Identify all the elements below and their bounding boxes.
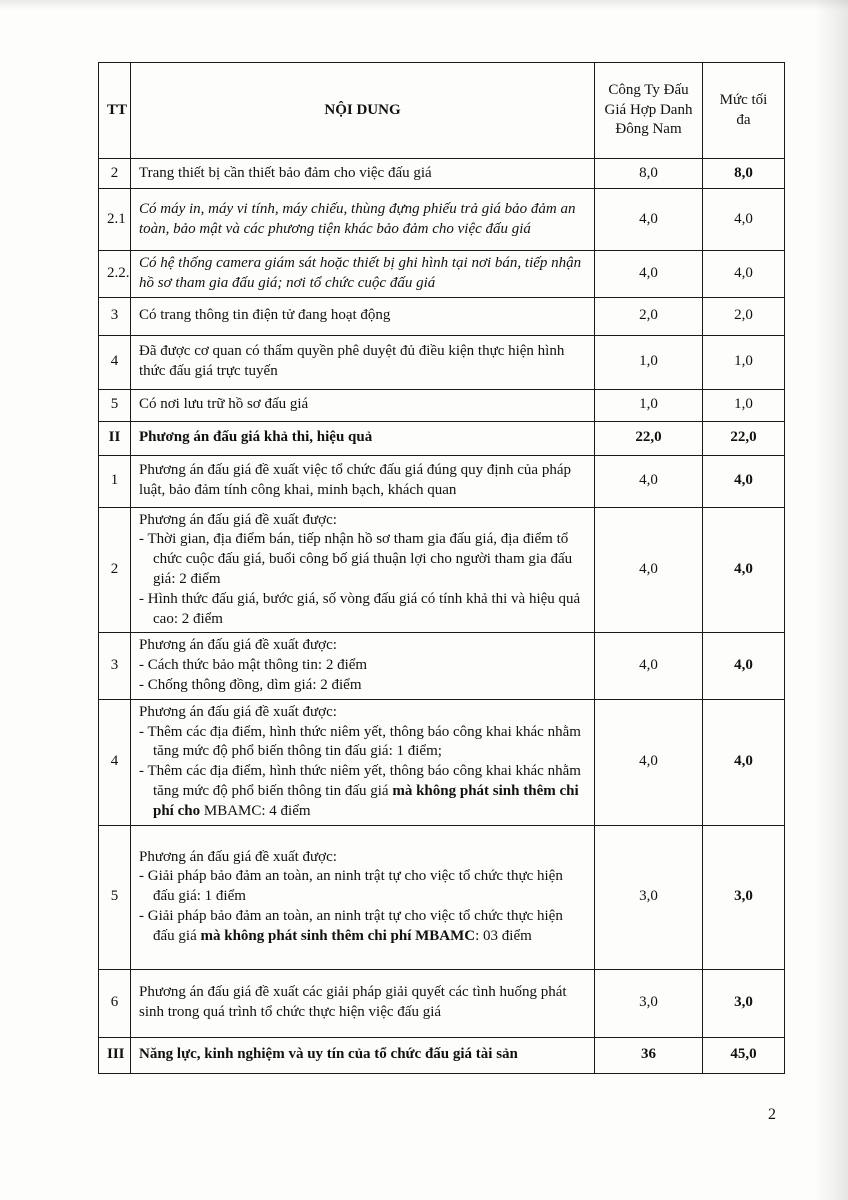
row-tt: 2.1 xyxy=(99,189,131,251)
row-tt: II xyxy=(99,421,131,455)
row-content: Đã được cơ quan có thẩm quyền phê duyệt đủ điều kiện thực hiện hình thức đấu giá trực tuyến xyxy=(131,335,595,389)
page-number: 2 xyxy=(768,1106,776,1123)
row-tt: 6 xyxy=(99,969,131,1037)
row-item: - Thêm các địa điểm, hình thức niêm yết, thông báo công khai khác nhằm tăng mức độ phổ biến thông tin đấu giá: 1 điểm; xyxy=(139,723,581,760)
row-tt: 2.2. xyxy=(99,251,131,298)
table-row xyxy=(99,507,785,633)
table-row xyxy=(99,969,785,1037)
row-item xyxy=(139,907,586,947)
table-row xyxy=(99,159,785,189)
table-header-row xyxy=(99,63,785,159)
row-content: Phương án đấu giá đề xuất các giải pháp giải quyết các tình huống phát sinh trong quá trình tổ chức thực hiện việc đấu giá xyxy=(131,969,595,1037)
row-item xyxy=(139,762,586,821)
row-content xyxy=(131,825,595,969)
table-row xyxy=(99,335,785,389)
row-intro: Phương án đấu giá đề xuất được: xyxy=(139,511,337,528)
table-row xyxy=(99,699,785,825)
row-max: 4,0 xyxy=(703,251,785,298)
row-content: Phương án đấu giá khả thi, hiệu quả xyxy=(131,421,595,455)
row-max: 4,0 xyxy=(703,455,785,507)
row-content: Có trang thông tin điện tử đang hoạt động xyxy=(131,297,595,335)
row-item: - Hình thức đấu giá, bước giá, số vòng đấu giá có tính khả thi và hiệu quả cao: 2 điểm xyxy=(139,590,581,627)
row-score: 3,0 xyxy=(595,825,703,969)
table-row xyxy=(99,251,785,298)
row-score: 4,0 xyxy=(595,189,703,251)
row-content xyxy=(131,633,595,699)
row-item-tail: : 03 điểm xyxy=(475,927,532,944)
scan-shadow-edge xyxy=(814,0,848,1200)
row-intro: Phương án đấu giá đề xuất được: xyxy=(139,703,337,720)
header-tt: TT xyxy=(99,63,131,159)
row-max: 1,0 xyxy=(703,335,785,389)
row-tt: 2 xyxy=(99,507,131,633)
row-tt: 5 xyxy=(99,389,131,421)
row-item: - Cách thức bảo mật thông tin: 2 điểm xyxy=(139,657,368,674)
row-max: 2,0 xyxy=(703,297,785,335)
row-tt: 3 xyxy=(99,633,131,699)
table-row-section xyxy=(99,421,785,455)
row-item-text: - Giải pháp bảo đảm an toàn, an ninh trật tự cho việc tổ chức thực hiện đấu giá xyxy=(139,907,563,944)
table-row xyxy=(99,389,785,421)
row-tt: 1 xyxy=(99,455,131,507)
row-max: 22,0 xyxy=(703,421,785,455)
row-item-emphasis: mà không phát sinh thêm chi phí cho xyxy=(153,782,579,819)
row-max: 4,0 xyxy=(703,633,785,699)
row-content: Năng lực, kinh nghiệm và uy tín của tổ chức đấu giá tài sản xyxy=(131,1037,595,1073)
row-content: Có máy in, máy vi tính, máy chiếu, thùng đựng phiếu trả giá bảo đảm an toàn, bảo mật và các phương tiện khác bảo đảm cho việc đấu giá xyxy=(131,189,595,251)
row-intro: Phương án đấu giá đề xuất được: xyxy=(139,637,337,654)
row-score: 4,0 xyxy=(595,455,703,507)
row-max: 1,0 xyxy=(703,389,785,421)
row-max: 4,0 xyxy=(703,507,785,633)
row-score: 1,0 xyxy=(595,335,703,389)
table-row xyxy=(99,189,785,251)
scoring-table xyxy=(98,62,785,1074)
row-max: 8,0 xyxy=(703,159,785,189)
table-row xyxy=(99,297,785,335)
table-row-section xyxy=(99,1037,785,1073)
row-tt: 4 xyxy=(99,335,131,389)
row-score: 3,0 xyxy=(595,969,703,1037)
row-score: 4,0 xyxy=(595,251,703,298)
row-score: 8,0 xyxy=(595,159,703,189)
row-score: 4,0 xyxy=(595,699,703,825)
table-row xyxy=(99,825,785,969)
row-tt: 5 xyxy=(99,825,131,969)
row-tt: 4 xyxy=(99,699,131,825)
row-item-tail: MBAMC: 4 điểm xyxy=(200,802,311,819)
row-content: Trang thiết bị cần thiết bảo đảm cho việc đấu giá xyxy=(131,159,595,189)
row-item-text: - Thêm các địa điểm, hình thức niêm yết, thông báo công khai khác nhằm tăng mức độ phổ biến thông tin đấu giá xyxy=(139,763,581,799)
header-company: Công Ty Đấu Giá Hợp Danh Đông Nam xyxy=(595,63,703,159)
header-content: NỘI DUNG xyxy=(131,63,595,159)
row-score: 4,0 xyxy=(595,507,703,633)
table-row xyxy=(99,633,785,699)
row-score: 36 xyxy=(595,1037,703,1073)
row-content: Phương án đấu giá đề xuất việc tổ chức đấu giá đúng quy định của pháp luật, bảo đảm tính công khai, minh bạch, khách quan xyxy=(131,455,595,507)
row-tt: 2 xyxy=(99,159,131,189)
row-item-emphasis: mà không phát sinh thêm chi phí MBAMC xyxy=(200,927,476,944)
row-item: - Thời gian, địa điểm bán, tiếp nhận hồ sơ tham gia đấu giá, địa điểm tổ chức cuộc đấu giá, buổi công bố giá thuận lợi cho người tham gia đấu giá: 2 điểm xyxy=(139,531,573,587)
row-content xyxy=(131,699,595,825)
table-row xyxy=(99,455,785,507)
row-max: 4,0 xyxy=(703,699,785,825)
row-max: 3,0 xyxy=(703,825,785,969)
row-tt: 3 xyxy=(99,297,131,335)
row-content xyxy=(131,507,595,633)
row-score: 2,0 xyxy=(595,297,703,335)
header-max: Mức tối đa xyxy=(703,63,785,159)
row-intro: Phương án đấu giá đề xuất được: xyxy=(139,848,337,865)
row-content: Có hệ thống camera giám sát hoặc thiết bị ghi hình tại nơi bán, tiếp nhận hồ sơ tham gia đấu giá; nơi tổ chức cuộc đấu giá xyxy=(131,251,595,298)
scan-shadow-top xyxy=(0,0,848,10)
row-score: 4,0 xyxy=(595,633,703,699)
row-tt: III xyxy=(99,1037,131,1073)
row-max: 45,0 xyxy=(703,1037,785,1073)
row-content: Có nơi lưu trữ hồ sơ đấu giá xyxy=(131,389,595,421)
row-max: 3,0 xyxy=(703,969,785,1037)
row-score: 1,0 xyxy=(595,389,703,421)
row-score: 22,0 xyxy=(595,421,703,455)
row-item: - Chống thông đồng, dìm giá: 2 điểm xyxy=(139,676,362,693)
row-item: - Giải pháp bảo đảm an toàn, an ninh trật tự cho việc tổ chức thực hiện đấu giá: 1 điểm xyxy=(139,868,563,905)
row-max: 4,0 xyxy=(703,189,785,251)
